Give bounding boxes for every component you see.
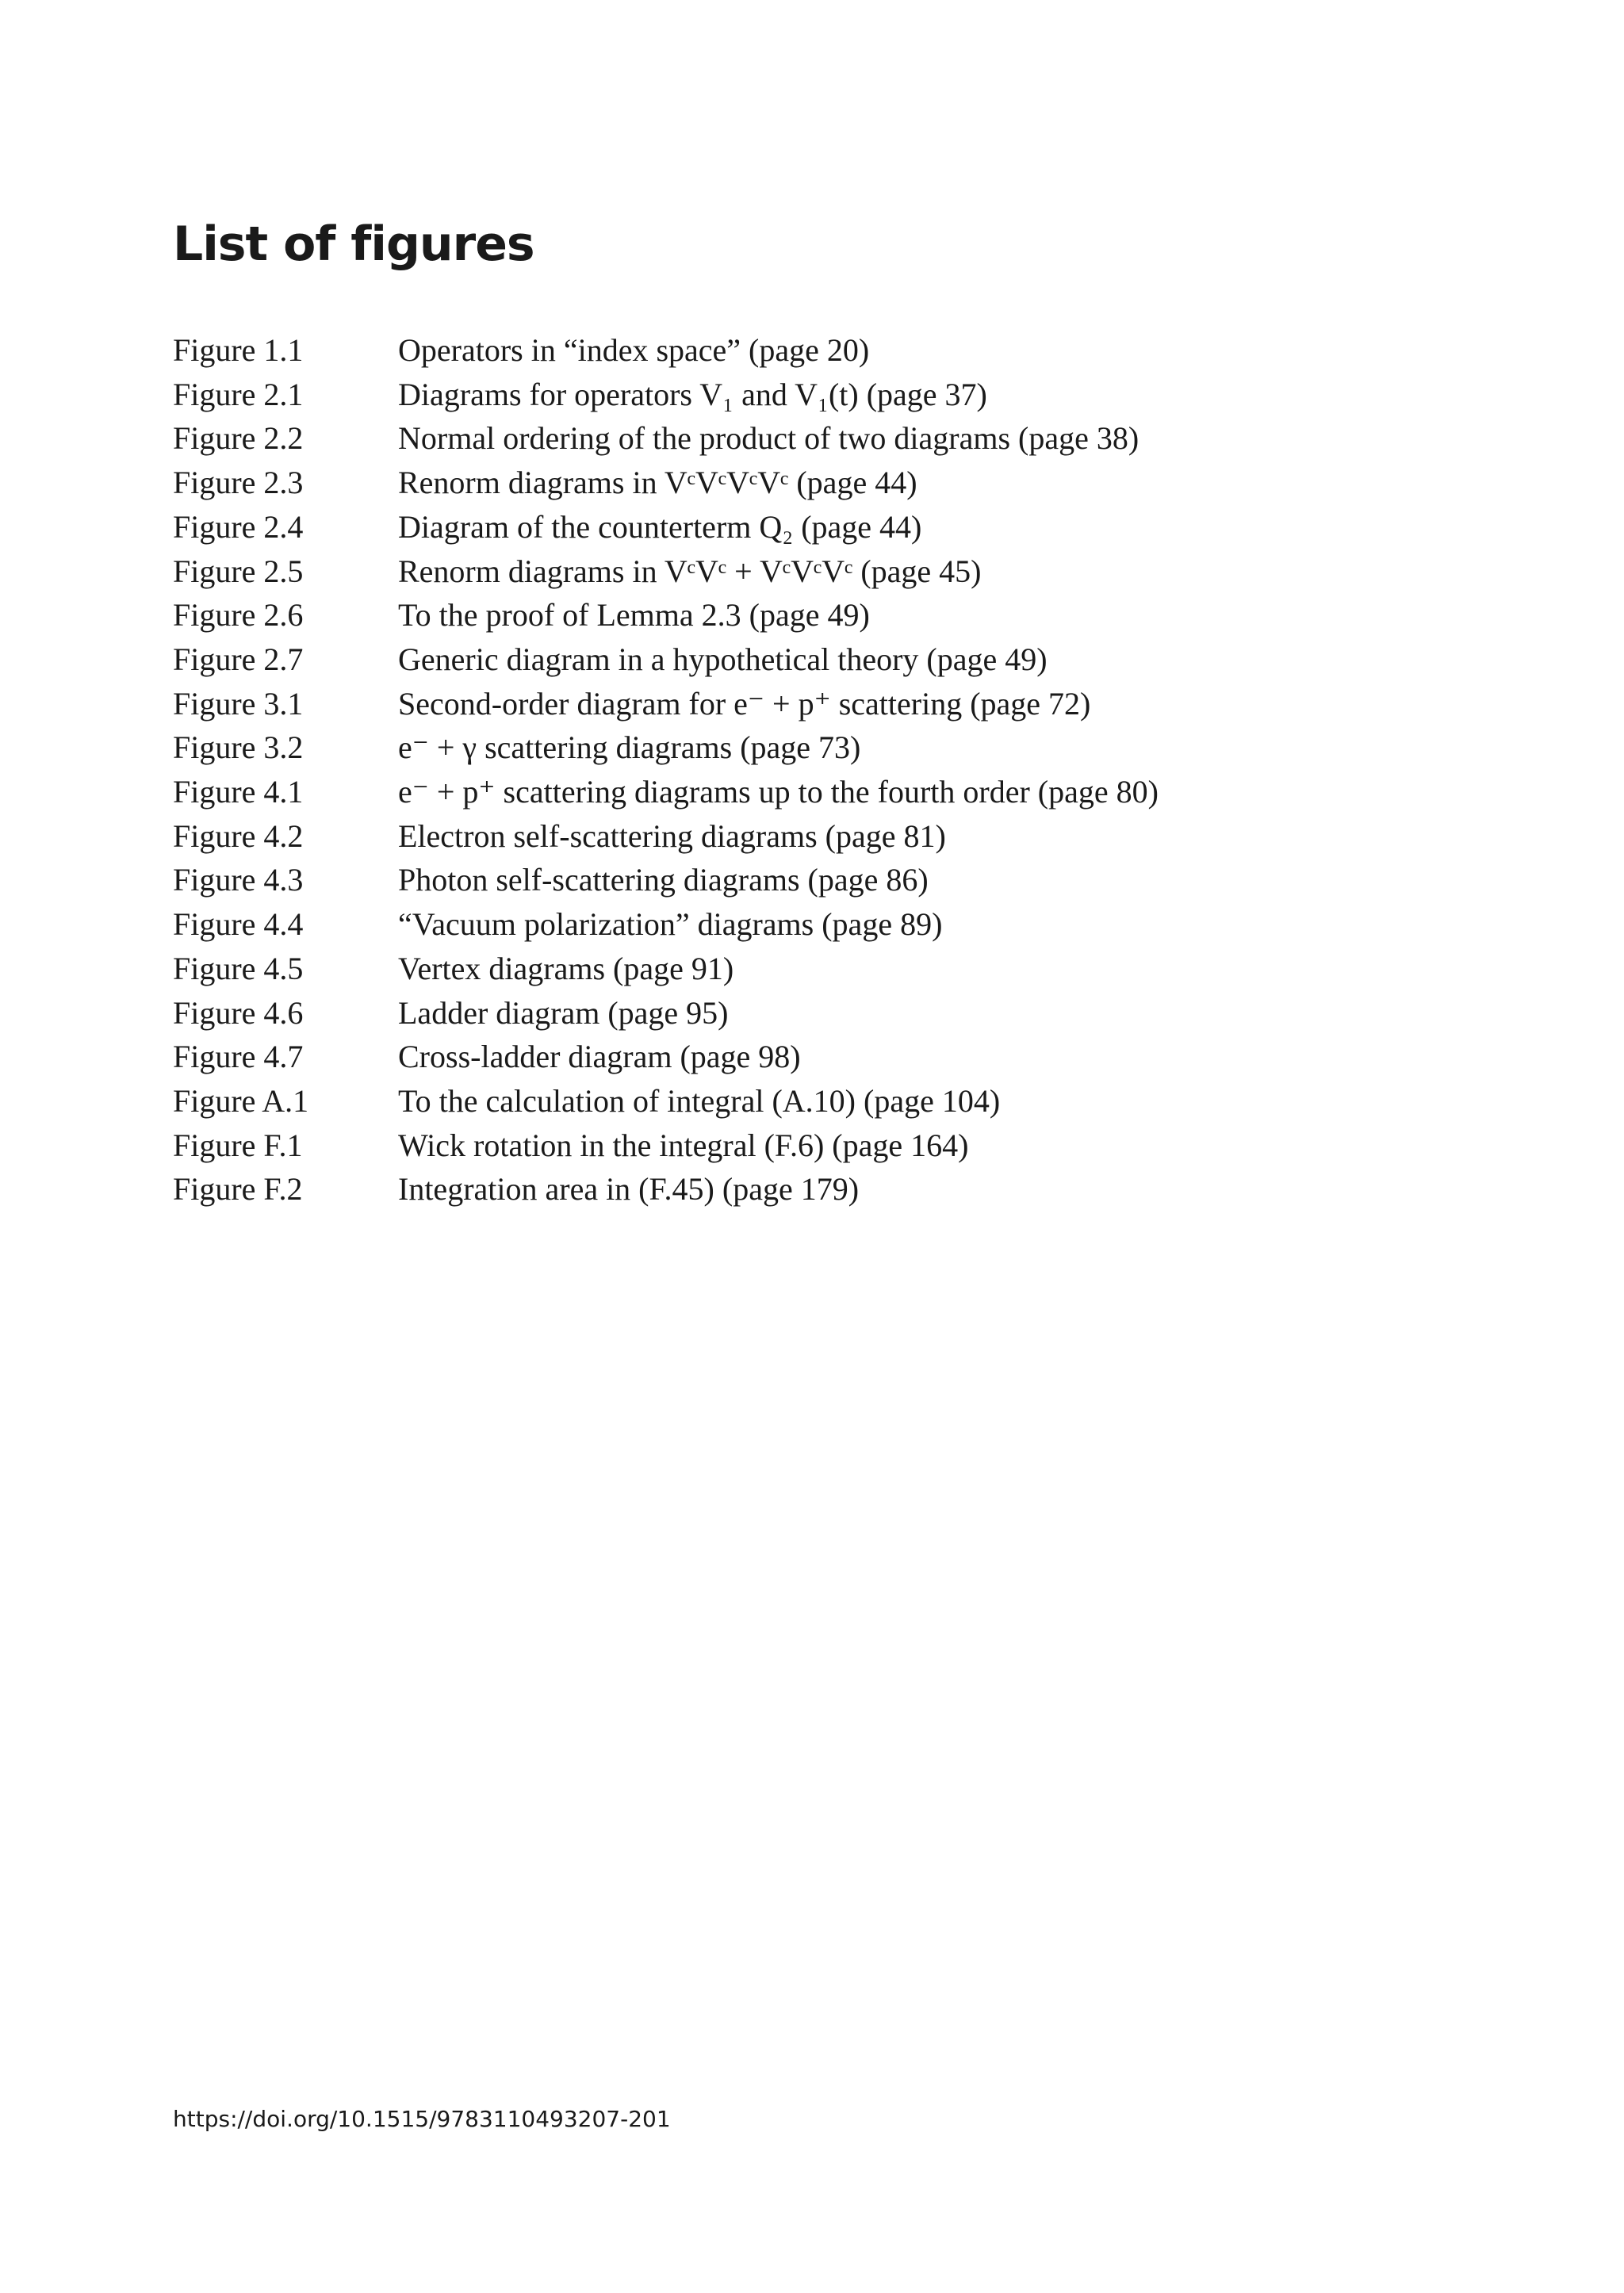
figure-caption: Generic diagram in a hypothetical theory (page 49) — [398, 641, 1048, 677]
figure-label: Figure 4.2 — [173, 817, 304, 854]
figure-caption: Diagrams for operators V₁ and V₁(t) (page 37) — [398, 376, 987, 412]
figure-caption: Renorm diagrams in VᶜVᶜVᶜVᶜ (page 44) — [398, 465, 917, 501]
figure-entry[interactable] — [173, 725, 1159, 770]
figure-label: Figure 3.2 — [173, 729, 304, 766]
figure-entry[interactable] — [173, 858, 1159, 902]
figure-label: Figure 4.1 — [173, 774, 304, 810]
figure-label: Figure 2.4 — [173, 508, 304, 545]
figure-caption: Renorm diagrams in VᶜVᶜ + VᶜVᶜVᶜ (page 45) — [398, 553, 982, 589]
doi-link[interactable]: https://doi.org/10.1515/9783110493207-201 — [173, 2106, 671, 2132]
figure-entry[interactable] — [173, 416, 1159, 461]
figure-label: Figure 4.6 — [173, 994, 304, 1031]
figure-entry[interactable] — [173, 1167, 1159, 1212]
figure-caption: Ladder diagram (page 95) — [398, 994, 729, 1031]
figure-caption: Photon self-scattering diagrams (page 86) — [398, 862, 929, 898]
figure-caption: To the proof of Lemma 2.3 (page 49) — [398, 597, 870, 634]
figure-caption: Normal ordering of the product of two diagrams (page 38) — [398, 420, 1139, 457]
figure-entry[interactable] — [173, 373, 1159, 417]
figure-label: Figure 4.5 — [173, 950, 304, 986]
figure-label: Figure 2.6 — [173, 597, 304, 634]
page-title: List of figures — [173, 216, 534, 272]
figure-caption: e⁻ + γ scattering diagrams (page 73) — [398, 729, 861, 766]
figure-label: Figure F.1 — [173, 1127, 303, 1163]
figure-caption: Vertex diagrams (page 91) — [398, 950, 734, 986]
figure-list — [173, 328, 1159, 1212]
figure-entry[interactable] — [173, 1035, 1159, 1079]
figure-caption: Cross-ladder diagram (page 98) — [398, 1039, 801, 1075]
figure-label: Figure F.2 — [173, 1171, 303, 1208]
figure-entry[interactable] — [173, 682, 1159, 726]
figure-caption: Electron self-scattering diagrams (page 81) — [398, 817, 946, 854]
figure-label: Figure 4.7 — [173, 1039, 304, 1075]
figure-entry[interactable] — [173, 1124, 1159, 1168]
figure-label: Figure A.1 — [173, 1082, 309, 1119]
figure-label: Figure 2.5 — [173, 553, 304, 589]
figure-label: Figure 2.3 — [173, 465, 304, 501]
figure-entry[interactable] — [173, 461, 1159, 505]
figure-label: Figure 2.1 — [173, 376, 304, 412]
figure-label: Figure 2.7 — [173, 641, 304, 677]
figure-caption: Integration area in (F.45) (page 179) — [398, 1171, 860, 1208]
figure-entry[interactable] — [173, 770, 1159, 814]
figure-label: Figure 3.1 — [173, 685, 304, 722]
figure-label: Figure 4.3 — [173, 862, 304, 898]
figure-label: Figure 2.2 — [173, 420, 304, 457]
figure-entry[interactable] — [173, 505, 1159, 549]
figure-entry[interactable] — [173, 593, 1159, 637]
figure-caption: Diagram of the counterterm Q₂ (page 44) — [398, 508, 922, 545]
figure-caption: To the calculation of integral (A.10) (page 104) — [398, 1082, 1001, 1119]
figure-entry[interactable] — [173, 1079, 1159, 1124]
figure-entry[interactable] — [173, 549, 1159, 594]
figure-entry[interactable] — [173, 991, 1159, 1035]
figure-caption: Second-order diagram for e⁻ + p⁺ scattering (page 72) — [398, 685, 1091, 722]
figure-caption: Wick rotation in the integral (F.6) (page 164) — [398, 1127, 969, 1163]
figure-caption: “Vacuum polarization” diagrams (page 89) — [398, 906, 943, 943]
figure-entry[interactable] — [173, 637, 1159, 682]
figure-caption: Operators in “index space” (page 20) — [398, 332, 870, 368]
figure-label: Figure 1.1 — [173, 332, 304, 368]
figure-entry[interactable] — [173, 814, 1159, 859]
figure-entry[interactable] — [173, 902, 1159, 947]
figure-entry[interactable] — [173, 328, 1159, 373]
figure-entry[interactable] — [173, 947, 1159, 991]
figure-caption: e⁻ + p⁺ scattering diagrams up to the fourth order (page 80) — [398, 774, 1159, 810]
figure-label: Figure 4.4 — [173, 906, 304, 943]
